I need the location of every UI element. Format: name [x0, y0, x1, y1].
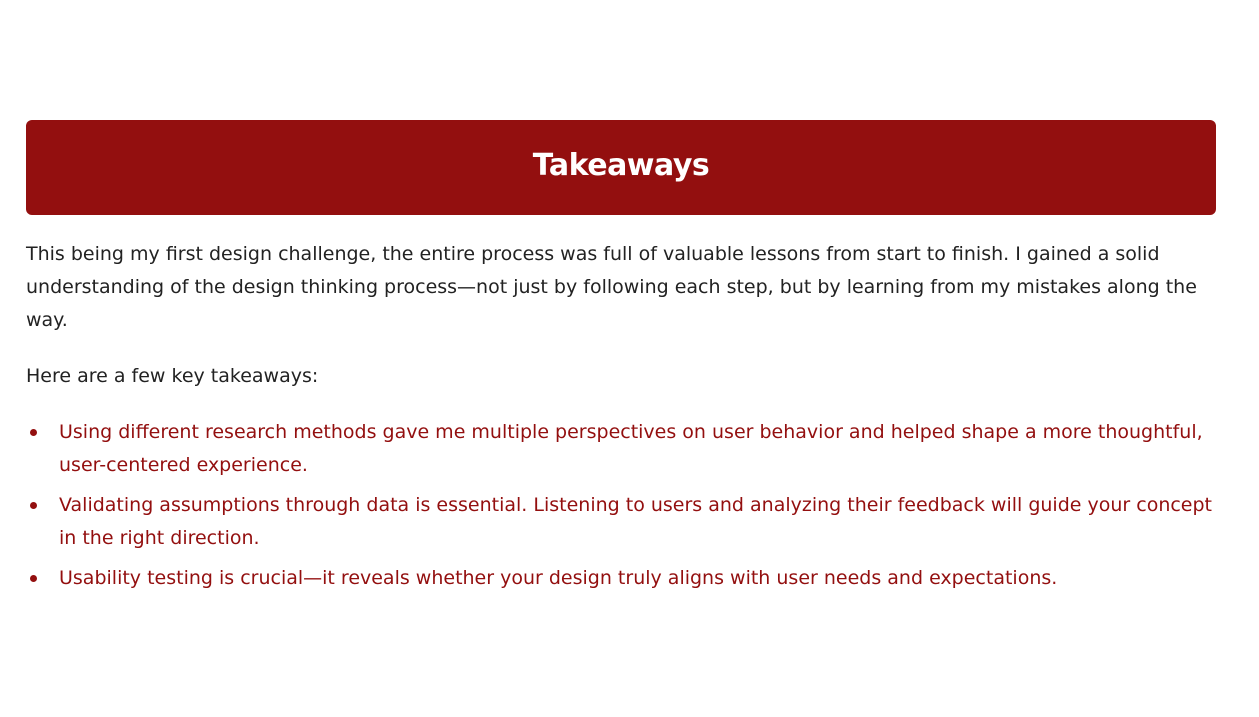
lead-paragraph: Here are a few key takeaways: — [26, 365, 319, 387]
list-item — [26, 416, 1216, 482]
section-title: Takeaways — [532, 148, 710, 183]
takeaways-list — [26, 416, 1216, 595]
list-item — [26, 562, 1216, 595]
takeaways-section — [26, 120, 1216, 602]
section-banner — [26, 120, 1216, 215]
list-item-text: Using different research methods gave me multiple perspectives on user behavior and helped shape a more thoughtful, user-centered experience. — [59, 421, 1203, 476]
bullet-icon — [30, 502, 37, 509]
list-item-text: Usability testing is crucial—it reveals whether your design truly aligns with user needs and expectations. — [59, 567, 1058, 589]
bullet-icon — [30, 575, 37, 582]
list-item — [26, 489, 1216, 555]
bullet-icon — [30, 429, 37, 436]
intro-paragraph: This being my first design challenge, the entire process was full of valuable lessons from start to finish. I gained a solid understanding of the design thinking process—not just by following each step, but by learning from my mistakes along the way. — [26, 243, 1197, 331]
list-item-text: Validating assumptions through data is essential. Listening to users and analyzing their feedback will guide your concept in the right direction. — [59, 494, 1213, 549]
